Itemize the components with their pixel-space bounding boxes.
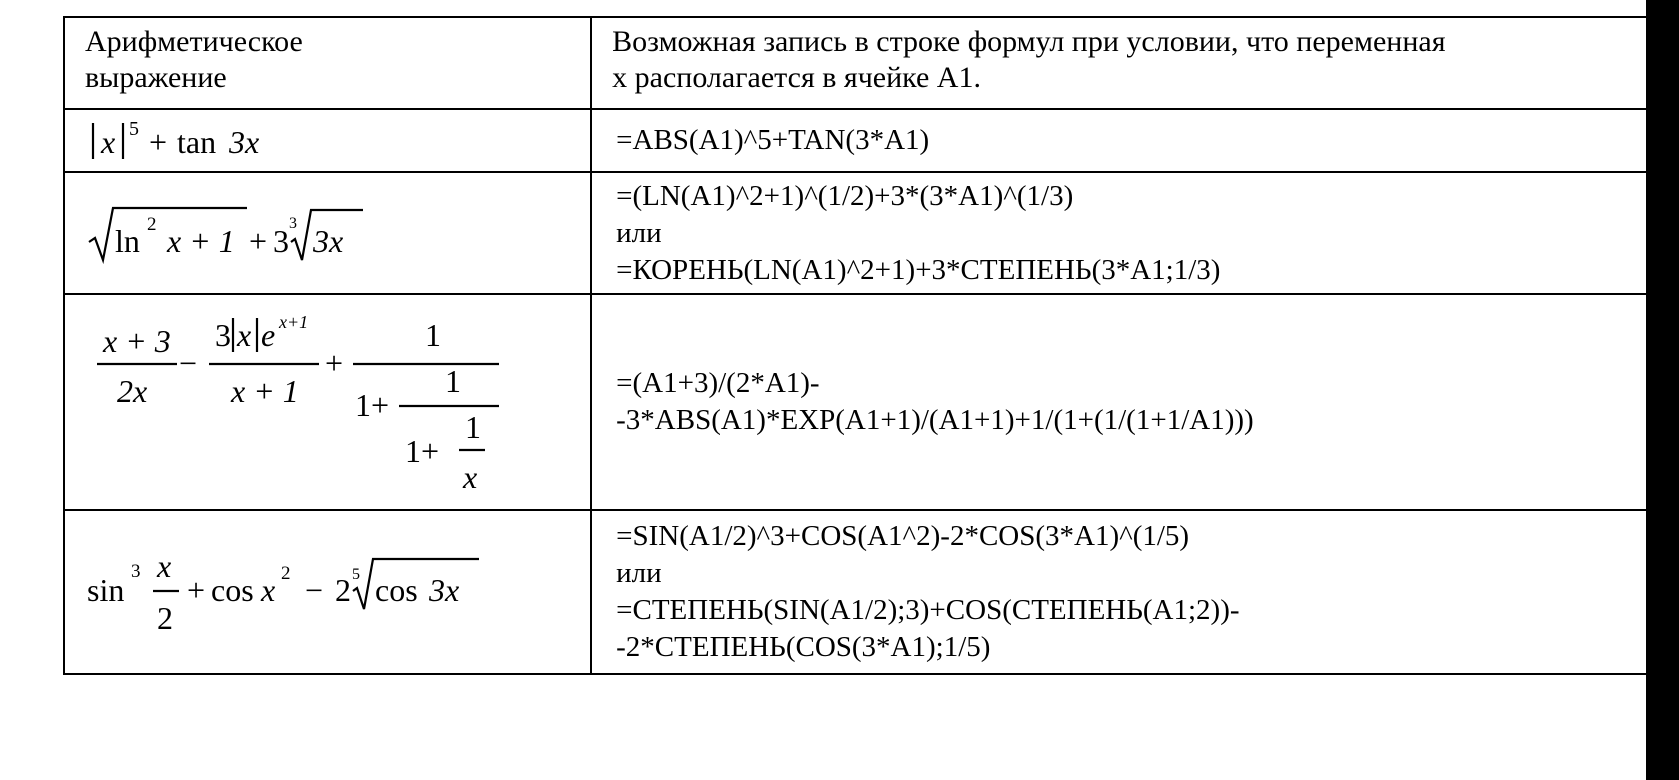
formula-cell	[591, 294, 1678, 510]
expr-square: 2	[147, 214, 157, 235]
expr-x: x	[261, 572, 276, 608]
expression-formula	[87, 113, 507, 169]
table-header-row	[64, 17, 1678, 109]
formula-line: -3*ABS(A1)*EXP(A1+1)/(A1+1)+1/(1+(1/(1+1/A1)))	[616, 404, 1254, 436]
formula-line: -2*СТЕПЕНЬ(COS(3*A1);1/5)	[616, 631, 991, 663]
formula-line: =ABS(A1)^5+TAN(3*A1)	[616, 124, 930, 156]
expr-coef: 3	[273, 223, 289, 259]
expr-x: x	[101, 123, 116, 160]
expr-cos: cos	[211, 572, 254, 608]
frac2-e: e	[261, 317, 276, 353]
table-row	[64, 510, 1678, 674]
frac2-exponent: x+1	[279, 312, 309, 332]
cf-innermost-denominator: x	[463, 459, 478, 495]
header-expression	[64, 17, 591, 109]
formula-line: =КОРЕНЬ(LN(A1)^2+1)+3*СТЕПЕНЬ(3*A1;1/3)	[616, 253, 1221, 286]
frac2-denominator: x + 1	[231, 373, 299, 409]
frac1-denominator: 2x	[117, 373, 148, 409]
cf-innermost-numerator: 1	[465, 409, 481, 445]
expr-exponent: 5	[129, 117, 139, 140]
frac2-coef: 3	[215, 317, 231, 353]
formula-cell	[591, 109, 1678, 172]
formula-line: =(LN(A1)^2+1)^(1/2)+3*(3*A1)^(1/3)	[616, 179, 1074, 212]
expr-root-index: 5	[352, 566, 360, 583]
expr-x-plus-1: x + 1	[167, 223, 235, 259]
expr-minus: −	[179, 345, 198, 381]
expr-ln: ln	[115, 223, 140, 259]
formula-line: =SIN(A1/2)^3+COS(A1^2)-2*COS(3*A1)^(1/5)	[616, 520, 1190, 552]
header-formula-line2: x располагается в ячейке A1.	[612, 61, 981, 94]
header-expression-line1: Арифметическое	[85, 25, 303, 58]
expr-plus: +	[187, 572, 206, 608]
header-formula	[591, 17, 1678, 109]
formula-line: или	[616, 216, 662, 249]
expression-formula	[87, 198, 527, 268]
formula-cell	[591, 172, 1678, 294]
expression-cell	[64, 510, 591, 674]
cf-inner-numerator: 1	[445, 363, 461, 399]
table-row	[64, 294, 1678, 510]
expr-arg: 3x	[229, 123, 260, 160]
header-expression-line2: выражение	[85, 61, 227, 94]
expression-cell	[64, 172, 591, 294]
frac2-x: x	[237, 317, 252, 353]
expr-minus: −	[305, 572, 324, 608]
cf-one-plus-inner: 1+	[405, 433, 440, 469]
header-formula-line1: Возможная запись в строке формул при условии, что переменная	[612, 25, 1446, 58]
expr-radicand-arg: 3x	[429, 572, 460, 608]
expr-root-index: 3	[289, 215, 297, 232]
cf-numerator: 1	[425, 317, 441, 353]
formula-table	[63, 16, 1679, 675]
formula-line: =СТЕПЕНЬ(SIN(A1/2);3)+COS(СТЕПЕНЬ(A1;2))-	[616, 594, 1240, 626]
table-row	[64, 172, 1678, 294]
frac-denominator: 2	[157, 600, 173, 636]
expression-formula	[87, 302, 547, 502]
expr-radicand: 3x	[313, 223, 344, 259]
cf-one-plus-outer: 1+	[355, 387, 390, 423]
expr-sin-power: 3	[131, 561, 141, 582]
expr-plus: +	[249, 223, 268, 259]
expr-plus: +	[149, 123, 168, 160]
expr-square: 2	[281, 563, 291, 584]
table-row	[64, 109, 1678, 172]
formula-line: =(A1+3)/(2*A1)-	[616, 367, 820, 399]
formula-cell	[591, 510, 1678, 674]
expr-coef: 2	[335, 572, 351, 608]
expr-plus: +	[325, 345, 344, 381]
expr-sin: sin	[87, 572, 125, 608]
formula-line: или	[616, 557, 662, 589]
expr-tan: tan	[177, 123, 217, 160]
expression-cell	[64, 109, 591, 172]
frac1-numerator: x + 3	[103, 323, 171, 359]
expression-cell	[64, 294, 591, 510]
expr-radicand-cos: cos	[375, 572, 418, 608]
expression-formula	[87, 537, 547, 647]
frac-numerator: x	[157, 548, 172, 584]
